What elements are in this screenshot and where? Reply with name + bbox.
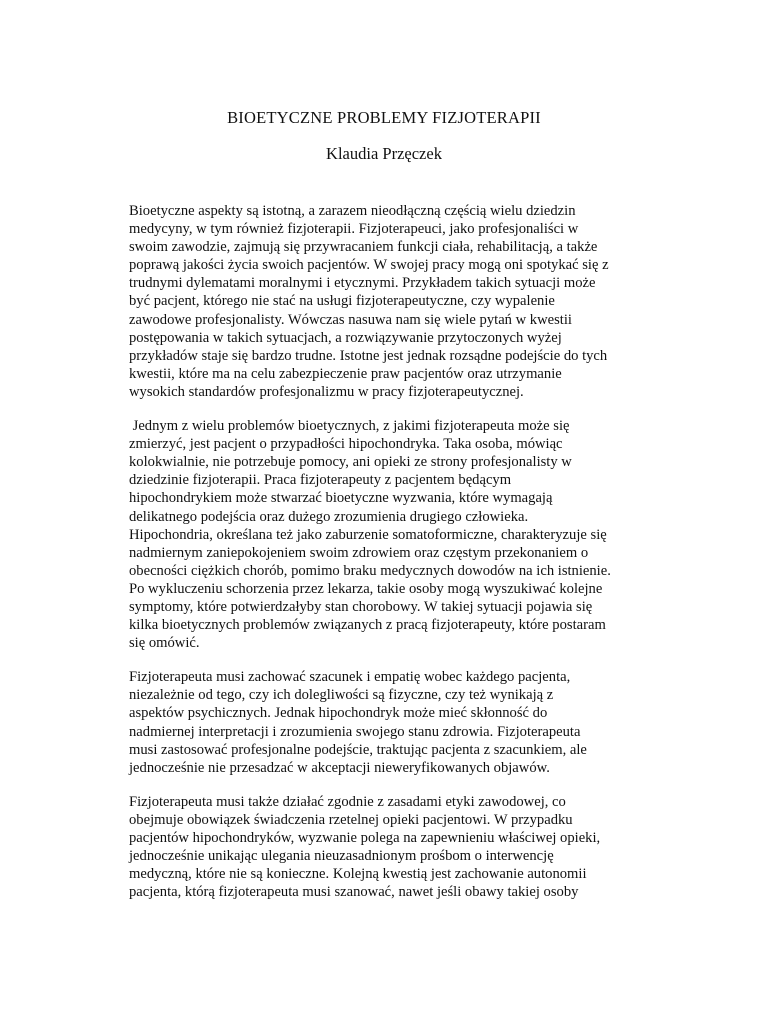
text-line: obejmuje obowiązek świadczenia rzetelnej opieki pacjentowi. W przypadku [129, 811, 573, 828]
text-line: dziedzinie fizjoterapii. Praca fizjoterapeuty z pacjentem będącym [129, 472, 512, 489]
text-line: zmierzyć, jest pacjent o przypadłości hipochondryka. Taka osoba, mówiąc [129, 436, 563, 453]
text-line: trudnymi dylematami moralnymi i etycznymi. Przykładem takich sytuacji może [129, 275, 596, 292]
text-line: musi zastosować profesjonalne podejście, traktując pacjenta z szacunkiem, ale [129, 741, 587, 758]
text-line: niezależnie od tego, czy ich dolegliwości są fizyczne, czy też wynikają z [129, 687, 554, 704]
text-line: obecności ciężkich chorób, pomimo braku medycznych dowodów na ich istnienie. [129, 562, 611, 579]
text-line: jednocześnie nie przesadzać w akceptacji nieweryfikowanych objawów. [129, 759, 550, 776]
text-line: Fizjoterapeuta musi także działać zgodnie z zasadami etyki zawodowej, co [129, 793, 566, 810]
text-line: delikatnego podejścia oraz dużego zrozumienia drugiego człowieka. [129, 508, 529, 525]
text-line: jednocześnie unikając ulegania nieuzasadnionym prośbom o interwencję [129, 848, 554, 865]
text-line: Hipochondria, określana też jako zaburzenie somatoformiczne, charakteryzuje się [129, 526, 607, 543]
paragraph-2 [129, 417, 645, 652]
text-line: nadmiernym zaniepokojeniem swoim zdrowiem oraz częstym przekonaniem o [129, 544, 589, 561]
document-body [129, 202, 645, 917]
text-line: się omówić. [129, 635, 200, 652]
text-line: swoim zawodzie, zajmują się przywracaniem funkcji ciała, rehabilitacją, a także [129, 239, 598, 256]
text-line: poprawą jakości życia swoich pacjentów. W swojej pracy mogą oni spotykać się z [129, 257, 609, 274]
paragraph-4 [129, 793, 645, 902]
text-line: kilka bioetycznych problemów związanych z pracą fizjoterapeuty, które postaram [129, 617, 606, 634]
text-line: postępowania w takich sytuacjach, a rozwiązywanie przytoczonych wyżej [129, 329, 562, 346]
text-line: być pacjent, którego nie stać na usługi fizjoterapeutyczne, czy wypalenie [129, 293, 555, 310]
text-line: kolokwialnie, nie potrzebuje pomocy, ani opieki ze strony profesjonalisty w [129, 454, 572, 471]
document-author: Klaudia Przęczek [326, 144, 442, 163]
text-line: medyczną, które nie są konieczne. Kolejną kwestią jest zachowanie autonomii [129, 866, 587, 883]
text-line: Fizjoterapeuta musi zachować szacunek i empatię wobec każdego pacjenta, [129, 669, 571, 686]
paragraph-1 [129, 202, 645, 401]
text-line: symptomy, które potwierdzałyby stan chorobowy. W takiej sytuacji pojawia się [129, 598, 593, 615]
text-line: nadmiernej interpretacji i zrozumienia swojego stanu zdrowia. Fizjoterapeuta [129, 723, 581, 740]
text-line: Jednym z wielu problemów bioetycznych, z jakimi fizjoterapeuta może się [129, 418, 570, 435]
text-line: pacjentów hipochondryków, wyzwanie polega na zapewnieniu właściwej opieki, [129, 830, 601, 846]
text-line: wysokich standardów profesjonalizmu w pracy fizjoterapeutycznej. [129, 383, 524, 400]
text-line: zawodowe profesjonalisty. Wówczas nasuwa nam się wiele pytań w kwestii [129, 311, 572, 328]
text-line: Po wykluczeniu schorzenia przez lekarza, takie osoby mogą wyszukiwać kolejne [129, 580, 603, 597]
paragraph-3 [129, 668, 645, 777]
text-line: Bioetyczne aspekty są istotną, a zarazem nieodłączną częścią wielu dziedzin [129, 203, 576, 219]
text-line: medycyny, w tym również fizjoterapii. Fizjoterapeuci, jako profesjonaliści w [129, 221, 579, 238]
text-line: pacjenta, którą fizjoterapeuta musi szanować, nawet jeśli obawy takiej osoby [129, 884, 579, 901]
text-line: aspektów psychicznych. Jednak hipochondryk może mieć skłonność do [129, 705, 548, 722]
document-title: BIOETYCZNE PROBLEMY FIZJOTERAPII [227, 108, 541, 127]
text-line: przykładów staje się bardzo trudne. Istotne jest jednak rozsądne podejście do tych [129, 347, 608, 364]
text-line: kwestii, które ma na celu zabezpieczenie praw pacjentów oraz utrzymanie [129, 365, 562, 382]
text-line: hipochondrykiem może stwarzać bioetyczne wyzwania, które wymagają [129, 490, 553, 507]
